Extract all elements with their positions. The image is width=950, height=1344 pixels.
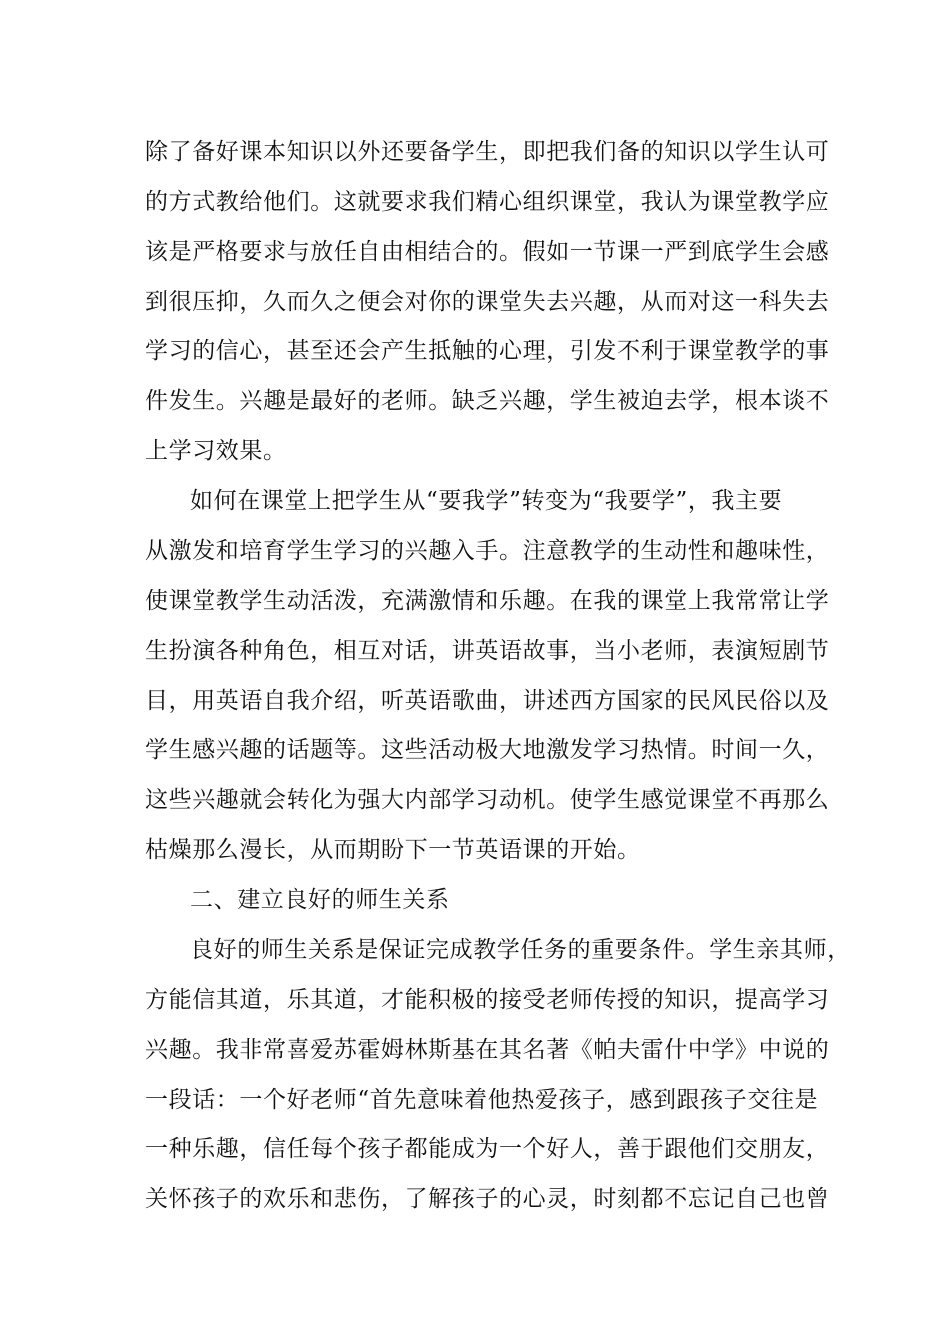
text-line: 除了备好课本知识以外还要备学生，即把我们备的知识以学生认可: [145, 139, 830, 165]
section-heading: 二、建立良好的师生关系: [190, 887, 450, 913]
text-line: 方能信其道，乐其道，才能积极的接受老师传授的知识，提高学习: [145, 987, 830, 1013]
text-line: 件发生。兴趣是最好的老师。缺乏兴趣，学生被迫去学，根本谈不: [145, 388, 830, 414]
text-line: 使课堂教学生动活泼，充满激情和乐趣。在我的课堂上我常常让学: [145, 588, 830, 614]
text-line: 从激发和培育学生学习的兴趣入手。注意教学的生动性和趣味性，: [145, 538, 830, 564]
text-line: 的方式教给他们。这就要求我们精心组织课堂，我认为课堂教学应: [145, 189, 830, 215]
paragraph-first-line: 如何在课堂上把学生从“要我学”转变为“我要学”，我主要: [190, 488, 783, 514]
text-line: 上学习效果。: [145, 438, 287, 464]
text-line: 这些兴趣就会转化为强大内部学习动机。使学生感觉课堂不再那么: [145, 787, 830, 813]
text-line: 一段话：一个好老师“首先意味着他热爱孩子，感到跟孩子交往是: [145, 1087, 819, 1113]
text-line: 兴趣。我非常喜爱苏霍姆林斯基在其名著《帕夫雷什中学》中说的: [145, 1037, 830, 1063]
paragraph-first-line: 良好的师生关系是保证完成教学任务的重要条件。学生亲其师，: [190, 937, 851, 963]
text-line: 生扮演各种角色，相互对话，讲英语故事，当小老师，表演短剧节: [145, 638, 830, 664]
text-line: 学习的信心，甚至还会产生抵触的心理，引发不利于课堂教学的事: [145, 338, 830, 364]
text-line: 一种乐趣，信任每个孩子都能成为一个好人，善于跟他们交朋友，: [145, 1136, 830, 1162]
text-line: 到很压抑，久而久之便会对你的课堂失去兴趣，从而对这一科失去: [145, 289, 830, 315]
text-line: 枯燥那么漫长，从而期盼下一节英语课的开始。: [145, 837, 641, 863]
text-line: 学生感兴趣的话题等。这些活动极大地激发学习热情。时间一久，: [145, 737, 830, 763]
text-line: 该是严格要求与放任自由相结合的。假如一节课一严到底学生会感: [145, 239, 830, 265]
text-line: 关怀孩子的欢乐和悲伤，了解孩子的心灵，时刻都不忘记自己也曾: [145, 1186, 830, 1212]
text-line: 目，用英语自我介绍，听英语歌曲，讲述西方国家的民风民俗以及: [145, 688, 830, 714]
